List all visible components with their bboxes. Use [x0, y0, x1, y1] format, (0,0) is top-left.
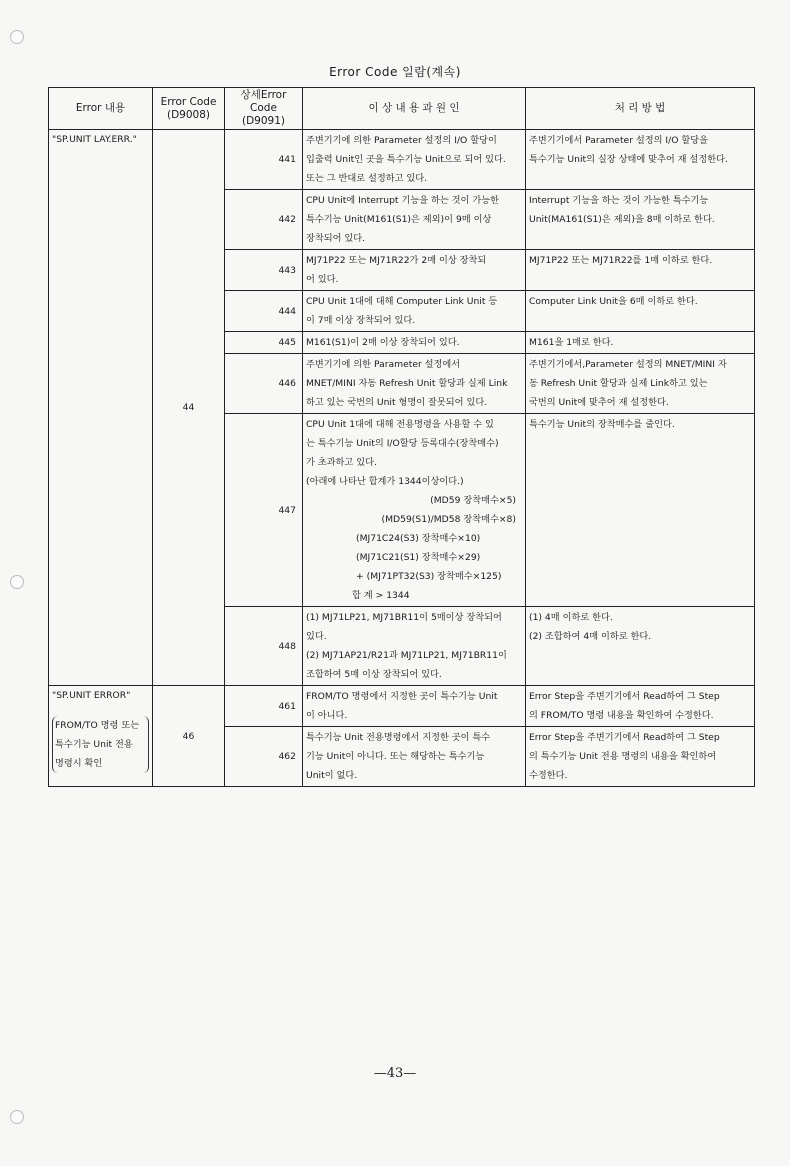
- cause-line: 이 7매 이상 장착되어 있다.: [306, 315, 416, 326]
- detail-code-cell: 444: [225, 291, 303, 332]
- action-line: 주변기기에서 Parameter 설정의 I/O 할당을: [529, 135, 709, 146]
- header-error-code-label: Error Code: [160, 95, 217, 108]
- action-line: Error Step을 주변기기에서 Read하여 그 Step: [529, 691, 720, 702]
- cause-line: (1) MJ71LP21, MJ71BR11이 5매이상 장착되어: [306, 612, 502, 623]
- action-cell: [526, 414, 755, 607]
- cause-line: (아래에 나타난 합계가 1344이상이다.): [306, 476, 464, 487]
- action-cell: [526, 354, 755, 414]
- cause-line: 하고 있는 국번의 Unit 형명이 잘못되어 있다.: [306, 397, 488, 408]
- action-line: MJ71P22 또는 MJ71R22를 1매 이하로 한다.: [529, 255, 713, 266]
- cause-line: 장착되어 있다.: [306, 233, 366, 244]
- note-line: 명령시 확인: [55, 758, 103, 769]
- cause-line: CPU Unit 1대에 대해 Computer Link Unit 등: [306, 296, 498, 307]
- cause-cell: [303, 291, 526, 332]
- action-line: (2) 조합하여 4매 이하로 한다.: [529, 631, 652, 642]
- cause-line: 입출력 Unit인 곳을 특수기능 Unit으로 되어 있다.: [306, 154, 506, 165]
- detail-code-cell: 443: [225, 250, 303, 291]
- header-action: 처 리 방 법: [526, 88, 755, 130]
- cause-line: MNET/MINI 자동 Refresh Unit 할당과 실제 Link: [306, 378, 508, 389]
- cause-cell: [303, 727, 526, 787]
- action-line: 특수기능 Unit의 실장 상태에 맞추어 재 설정한다.: [529, 154, 728, 165]
- page-number: —43—: [373, 1066, 417, 1081]
- action-line: 주변기기에서,Parameter 설정의 MNET/MINI 자: [529, 359, 727, 370]
- action-cell: [526, 190, 755, 250]
- error-category-label: "SP.UNIT ERROR": [52, 690, 131, 701]
- detail-code-cell: 442: [225, 190, 303, 250]
- action-line: Error Step을 주변기기에서 Read하여 그 Step: [529, 732, 720, 743]
- error-code-table: [48, 87, 755, 787]
- page-title: Error Code 일람(계속): [329, 65, 461, 79]
- cause-cell: [303, 190, 526, 250]
- cause-line: (MD59(S1)/MD58 장착매수×8): [381, 514, 516, 525]
- note-line: 특수기능 Unit 전용: [55, 739, 133, 750]
- error-category-label: "SP.UNIT LAY.ERR.": [52, 134, 137, 145]
- binder-hole-top: [10, 30, 24, 44]
- cause-line: 주변기기에 의한 Parameter 설정에서: [306, 359, 461, 370]
- header-error-code: [153, 88, 225, 130]
- cause-line: 기능 Unit이 아니다. 또는 해당하는 특수기능: [306, 751, 485, 762]
- detail-code-cell: 446: [225, 354, 303, 414]
- action-cell: [526, 291, 755, 332]
- table-row: [49, 686, 755, 727]
- cause-line: 가 초과하고 있다.: [306, 457, 377, 468]
- binder-hole-middle: [10, 575, 24, 589]
- error-code-cell: 46: [153, 686, 225, 787]
- cause-cell: [303, 607, 526, 686]
- detail-code-cell: 441: [225, 130, 303, 190]
- action-line: Computer Link Unit을 6매 이하로 한다.: [529, 296, 698, 307]
- action-line: Interrupt 기능을 하는 것이 가능한 특수기능: [529, 195, 709, 206]
- cause-cell: [303, 354, 526, 414]
- action-line: Unit(MA161(S1)은 제외)을 8매 이하로 한다.: [529, 214, 715, 225]
- action-cell: [526, 686, 755, 727]
- action-line: 동 Refresh Unit 할당과 실제 Link하고 있는: [529, 378, 708, 389]
- cause-line: 주변기기에 의한 Parameter 설정의 I/O 할당이: [306, 135, 497, 146]
- cause-line: 또는 그 반대로 설정하고 있다.: [306, 173, 428, 184]
- action-line: M161을 1매로 한다.: [529, 337, 614, 348]
- header-cause: 이 상 내 용 과 원 인: [303, 88, 526, 130]
- header-error-content: Error 내용: [49, 88, 153, 130]
- cause-sum-line: 합 계 > 1344: [352, 590, 410, 601]
- detail-code-cell: 461: [225, 686, 303, 727]
- action-line: 수정한다.: [529, 770, 568, 781]
- action-cell: [526, 332, 755, 354]
- error-code-cell: 44: [153, 130, 225, 686]
- table-row: [49, 130, 755, 190]
- cause-line: CPU Unit 1대에 대해 전용명령을 사용할 수 있: [306, 419, 494, 430]
- cause-line: + (MJ71PT32(S3) 장착매수×125): [356, 571, 502, 582]
- cause-line: 특수기능 Unit(M161(S1)은 제외)이 9매 이상: [306, 214, 492, 225]
- header-error-code-register: (D9008): [167, 108, 210, 121]
- cause-line: (MD59 장착매수×5): [430, 495, 516, 506]
- action-line: 국번의 Unit에 맞추어 재 설정한다.: [529, 397, 669, 408]
- cause-line: 어 있다.: [306, 274, 339, 285]
- cause-line: (2) MJ71AP21/R21과 MJ71LP21, MJ71BR11이: [306, 650, 507, 661]
- cause-line: M161(S1)이 2매 이상 장착되어 있다.: [306, 337, 460, 348]
- detail-code-cell: 448: [225, 607, 303, 686]
- error-category-cell: [49, 686, 153, 787]
- note-line: FROM/TO 명령 또는: [55, 720, 140, 731]
- cause-cell: [303, 686, 526, 727]
- cause-line: MJ71P22 또는 MJ71R22가 2매 이상 장착되: [306, 255, 487, 266]
- action-line: 특수기능 Unit의 장착매수를 줄인다.: [529, 419, 675, 430]
- action-cell: [526, 250, 755, 291]
- cause-line: 있다.: [306, 631, 327, 642]
- cause-line: 조합하여 5매 이상 장착되어 있다.: [306, 669, 442, 680]
- cause-cell: [303, 130, 526, 190]
- action-cell: [526, 130, 755, 190]
- header-detail-code: [225, 88, 303, 130]
- cause-line: CPU Unit에 Interrupt 기능을 하는 것이 가능한: [306, 195, 499, 206]
- table-body: [49, 130, 755, 787]
- cause-line: 이 아니다.: [306, 710, 348, 721]
- binder-hole-bottom: [10, 1110, 24, 1124]
- error-category-note: [52, 716, 149, 773]
- action-line: 의 특수기능 Unit 전용 명령의 내용을 확인하여: [529, 751, 717, 762]
- header-detail-code-label: 상세Error Code: [240, 89, 287, 114]
- cause-line: (MJ71C24(S3) 장착매수×10): [356, 533, 481, 544]
- cause-cell: [303, 414, 526, 607]
- cause-line: Unit이 없다.: [306, 770, 358, 781]
- action-cell: [526, 607, 755, 686]
- detail-code-cell: 445: [225, 332, 303, 354]
- cause-line: (MJ71C21(S1) 장착매수×29): [356, 552, 481, 563]
- action-line: (1) 4매 이하로 한다.: [529, 612, 613, 623]
- cause-line: FROM/TO 명령에서 지정한 곳이 특수기능 Unit: [306, 691, 498, 702]
- cause-line: 특수기능 Unit 전용명령에서 지정한 곳이 특수: [306, 732, 491, 743]
- error-category-cell: [49, 130, 153, 686]
- action-cell: [526, 727, 755, 787]
- header-detail-code-register: (D9091): [242, 115, 285, 127]
- detail-code-cell: 447: [225, 414, 303, 607]
- table-header-row: [49, 88, 755, 130]
- cause-cell: [303, 332, 526, 354]
- cause-line: 는 특수기능 Unit의 I/O할당 등록대수(장착매수): [306, 438, 499, 449]
- action-line: 의 FROM/TO 명령 내용을 확인하여 수정한다.: [529, 710, 714, 721]
- detail-code-cell: 462: [225, 727, 303, 787]
- cause-cell: [303, 250, 526, 291]
